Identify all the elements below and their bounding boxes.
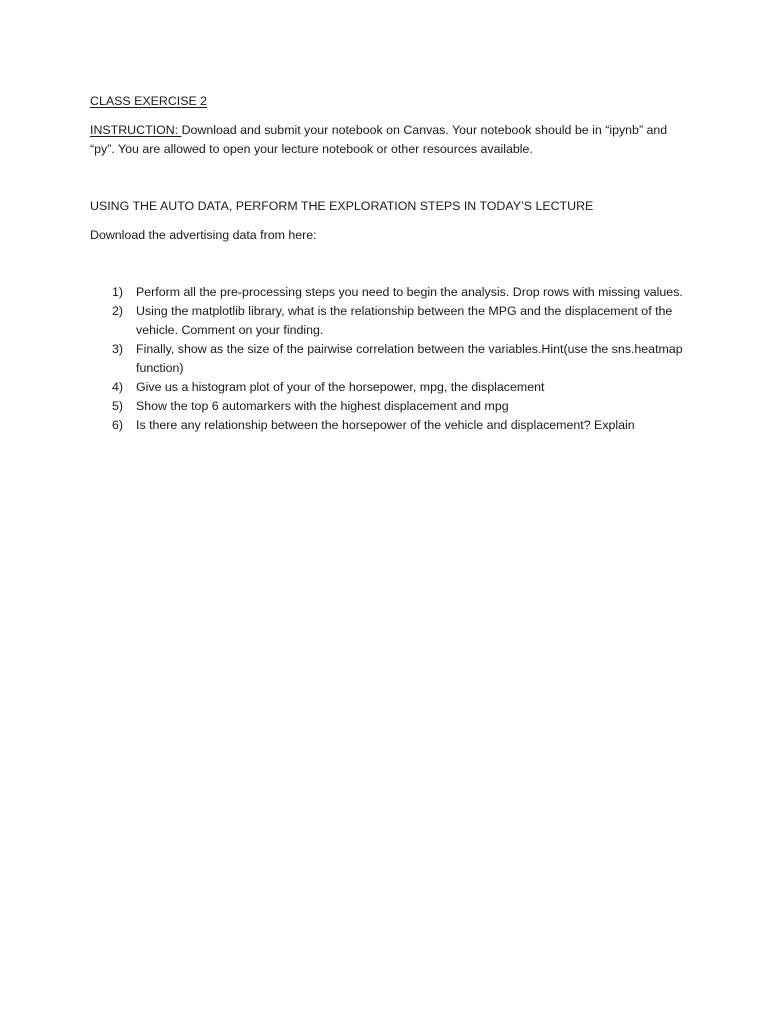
- task-number: 5): [112, 399, 124, 413]
- task-number: 2): [112, 304, 124, 318]
- task-item-1: [90, 283, 690, 302]
- task-number: 6): [112, 418, 124, 432]
- instruction-text: Download and submit your notebook on Canvas. Your notebook should be in “ipynb” and “py”. You are allowed to open your lecture notebook or other resources available.: [90, 123, 668, 156]
- task-number: 3): [112, 342, 124, 356]
- task-text: Give us a histogram plot of your of the horsepower, mpg, the displacement: [136, 380, 545, 394]
- download-line: Download the advertising data from here:: [90, 228, 317, 242]
- task-item-4: [90, 378, 690, 397]
- task-item-2: [90, 302, 690, 340]
- document-title: CLASS EXERCISE 2: [90, 94, 208, 108]
- task-text: Show the top 6 automarkers with the highest displacement and mpg: [136, 399, 509, 413]
- document-page: [90, 92, 690, 435]
- task-number: 1): [112, 285, 124, 299]
- task-text: Perform all the pre-processing steps you need to begin the analysis. Drop rows with missing values.: [136, 285, 683, 299]
- section-heading: USING THE AUTO DATA, PERFORM THE EXPLORATION STEPS IN TODAY’S LECTURE: [90, 199, 594, 213]
- instruction-label: INSTRUCTION:: [90, 123, 182, 137]
- task-text: Is there any relationship between the horsepower of the vehicle and displacement? Explain: [136, 418, 635, 432]
- task-text: Using the matplotlib library, what is the relationship between the MPG and the displacement of the vehicle. Comment on your finding.: [136, 304, 673, 337]
- task-item-3: [90, 340, 690, 378]
- task-number: 4): [112, 380, 124, 394]
- instruction-paragraph: [90, 121, 690, 159]
- task-text: Finally, show as the size of the pairwise correlation between the variables.Hint(use the sns.heatmap function): [136, 342, 683, 375]
- task-item-5: [90, 397, 690, 416]
- task-item-6: [90, 416, 690, 435]
- task-list: [90, 283, 690, 435]
